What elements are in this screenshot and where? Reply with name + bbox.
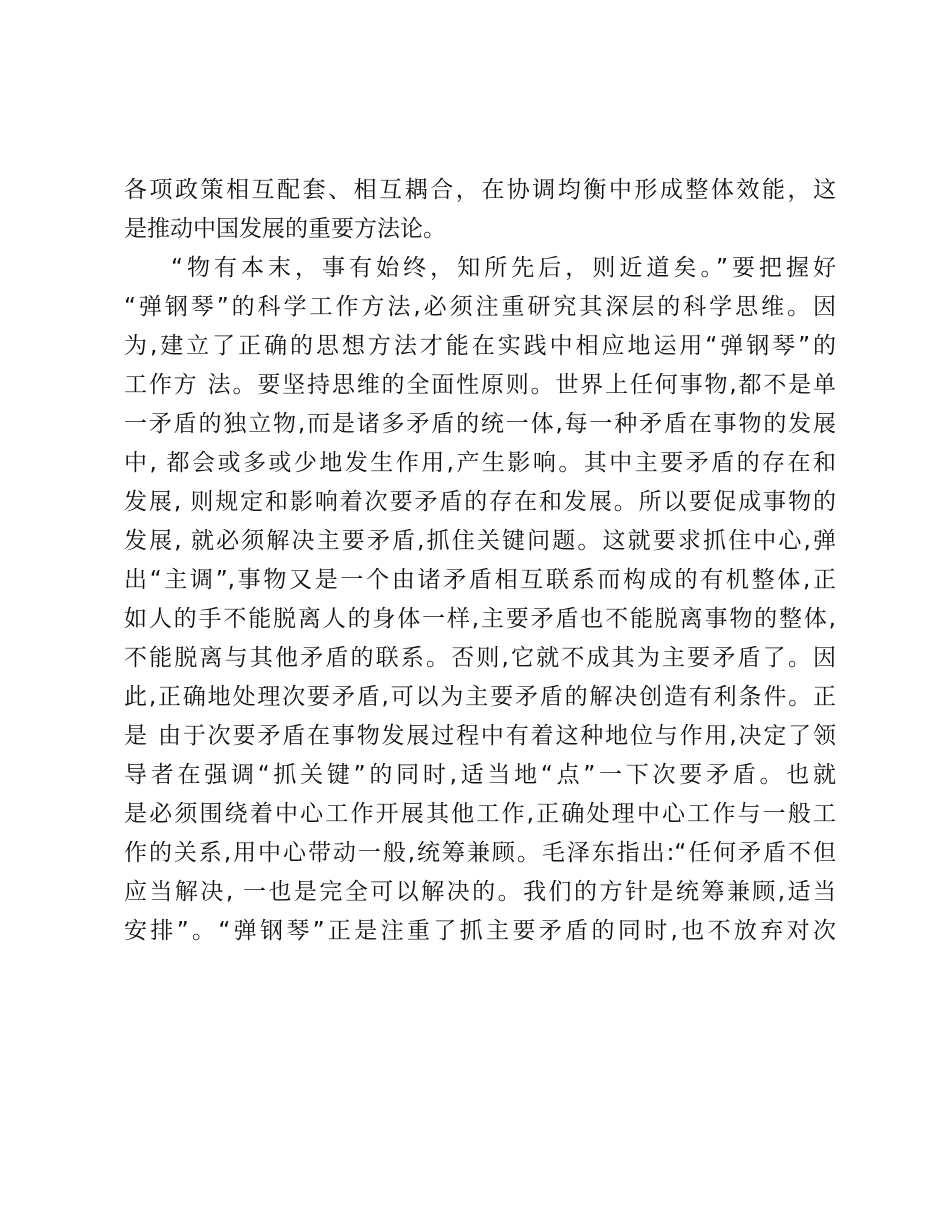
text-line: 为,建立了正确的思想方法才能在实践中相应地运用“弹钢琴”的 [124, 333, 836, 359]
text-line: 如人的手不能脱离人的身体一样,主要矛盾也不能脱离事物的整体, [124, 606, 836, 632]
text-line: 是 由于次要矛盾在事物发展过程中有着这种地位与作用,决定了领 [124, 723, 836, 749]
text-line: 导者在强调“抓关键”的同时,适当地“点”一下次要矛盾。也就 [124, 762, 836, 788]
document-body [124, 171, 836, 951]
text-line: 安排”。“弹钢琴”正是注重了抓主要矛盾的同时,也不放弃对次 [124, 918, 836, 944]
text-line: 中, 都会或多或少地发生作用,产生影响。其中主要矛盾的存在和 [124, 450, 836, 476]
text-line: “弹钢琴”的科学工作方法,必须注重研究其深层的科学思维。因 [124, 294, 836, 320]
text-line: 此,正确地处理次要矛盾,可以为主要矛盾的解决创造有利条件。正 [124, 684, 836, 710]
text-line: 一矛盾的独立物,而是诸多矛盾的统一体,每一种矛盾在事物的发展 [124, 411, 836, 437]
text-line: 是推动中国发展的重要方法论。 [124, 216, 446, 242]
text-line: 作的关系,用中心带动一般,统筹兼顾。毛泽东指出:“任何矛盾不但 [124, 840, 836, 866]
text-line: 发展, 就必须解决主要矛盾,抓住关键问题。这就要求抓住中心,弹 [124, 528, 836, 554]
text-line: 各项政策相互配套、相互耦合，在协调均衡中形成整体效能，这 [124, 177, 836, 203]
text-line: 出“主调”,事物又是一个由诸矛盾相互联系而构成的有机整体,正 [124, 567, 836, 593]
paragraph-first-line: “物有本末，事有始终，知所先后，则近道矣。”要把握好 [171, 255, 836, 281]
text-line: 发展, 则规定和影响着次要矛盾的存在和发展。所以要促成事物的 [124, 489, 836, 515]
text-line: 应当解决, 一也是完全可以解决的。我们的方针是统筹兼顾,适当 [124, 879, 836, 905]
text-line: 是必须围绕着中心工作开展其他工作,正确处理中心工作与一般工 [124, 801, 836, 827]
text-line: 工作方 法。要坚持思维的全面性原则。世界上任何事物,都不是单 [124, 372, 836, 398]
text-line: 不能脱离与其他矛盾的联系。否则,它就不成其为主要矛盾了。因 [124, 645, 836, 671]
